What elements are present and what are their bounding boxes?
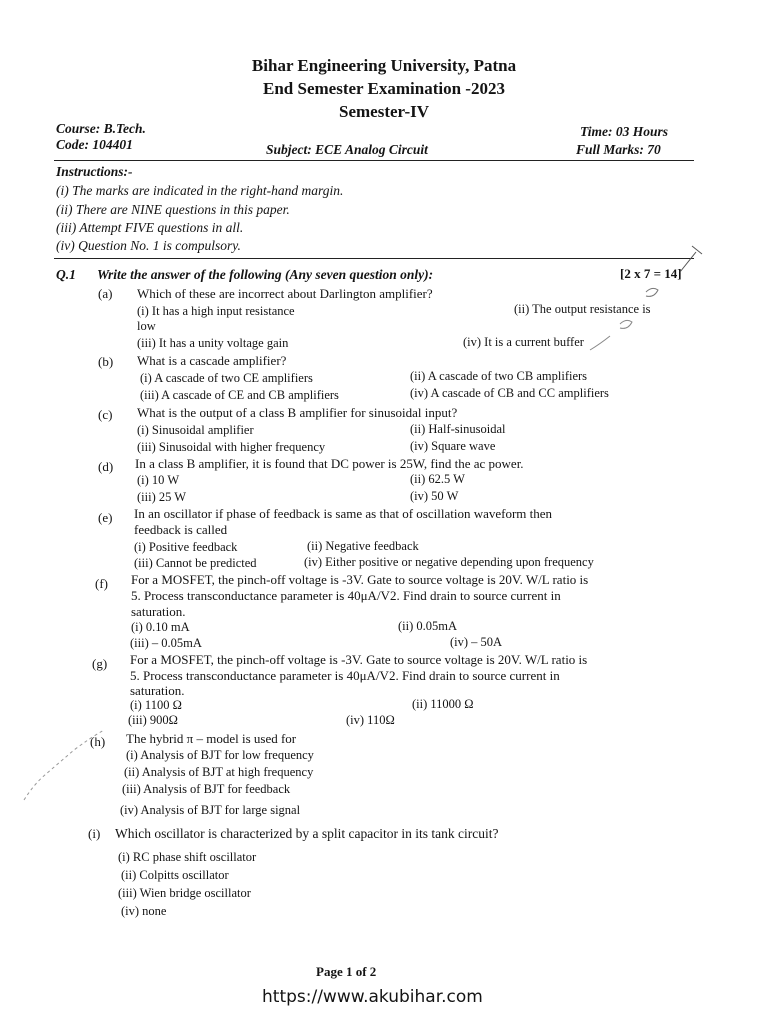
option: (i) It has a high input resistance — [137, 304, 295, 318]
subject-label: Subject: ECE Analog Circuit — [266, 142, 428, 157]
option: (iv) A cascade of CB and CC amplifiers — [410, 386, 609, 400]
option: (i) Sinusoidal amplifier — [137, 423, 254, 437]
instruction-item: (iv) Question No. 1 is compulsory. — [56, 238, 241, 253]
handwritten-annotation — [560, 232, 710, 362]
part-label: (g) — [92, 656, 108, 671]
option: (ii) Half-sinusoidal — [410, 422, 506, 436]
option: (i) Analysis of BJT for low frequency — [126, 748, 314, 762]
university-name: Bihar Engineering University, Patna — [251, 56, 517, 75]
part-question: Which of these are incorrect about Darlington amplifier? — [137, 286, 433, 301]
part-question: 5. Process transconductance parameter is 40μA/V2. Find drain to source current in — [130, 668, 560, 683]
part-question: For a MOSFET, the pinch-off voltage is -3V. Gate to source voltage is 20V. W/L ratio is — [131, 572, 589, 587]
exam-title: End Semester Examination -2023 — [263, 79, 505, 98]
option: (iii) Sinusoidal with higher frequency — [137, 440, 326, 454]
option: (iii) 25 W — [137, 490, 187, 504]
question-number: Q.1 — [56, 267, 76, 282]
question-marks: [2 x 7 = 14] — [620, 266, 682, 281]
option: (iii) 900Ω — [128, 713, 178, 727]
part-question: For a MOSFET, the pinch-off voltage is -3V. Gate to source voltage is 20V. W/L ratio is — [130, 652, 588, 667]
part-question: In a class B amplifier, it is found that DC power is 25W, find the ac power. — [135, 456, 524, 471]
handwritten-annotation — [20, 700, 140, 810]
option: (ii) Negative feedback — [307, 539, 419, 553]
option: (iv) Analysis of BJT for large signal — [120, 803, 301, 817]
part-question: What is the output of a class B amplifier for sinusoidal input? — [137, 405, 458, 420]
option: (iii) Wien bridge oscillator — [118, 886, 251, 900]
divider-top — [54, 160, 694, 161]
option: (ii) Analysis of BJT at high frequency — [124, 765, 314, 779]
course-label: Course: B.Tech. — [56, 121, 146, 136]
option: (ii) 0.05mA — [398, 619, 458, 633]
part-question: feedback is called — [134, 522, 228, 537]
part-label: (e) — [98, 510, 113, 525]
instruction-item: (iii) Attempt FIVE questions in all. — [56, 220, 244, 235]
option: (iii) It has a unity voltage gain — [137, 336, 289, 350]
part-question: What is a cascade amplifier? — [137, 353, 287, 368]
option: (ii) A cascade of two CB amplifiers — [410, 369, 588, 383]
option: (iv) 50 W — [410, 489, 459, 503]
part-label: (i) — [88, 826, 101, 841]
option: (i) 1100 Ω — [130, 698, 182, 712]
part-label: (b) — [98, 354, 114, 369]
option: (iv) Square wave — [410, 439, 496, 453]
part-label: (f) — [95, 576, 108, 591]
option: (i) A cascade of two CE amplifiers — [140, 371, 313, 385]
semester-title: Semester-IV — [339, 102, 429, 121]
page-number: Page 1 of 2 — [316, 964, 377, 979]
part-question: saturation. — [130, 683, 185, 698]
option: (iv) none — [121, 904, 167, 918]
option: (iv) 110Ω — [346, 713, 395, 727]
part-question: In an oscillator if phase of feedback is same as that of oscillation waveform then — [134, 506, 553, 521]
option: (ii) 11000 Ω — [412, 697, 474, 711]
instruction-item: (i) The marks are indicated in the right-hand margin. — [56, 183, 344, 198]
code-label: Code: 104401 — [56, 137, 133, 152]
option: (iii) A cascade of CE and CB amplifiers — [140, 388, 339, 402]
option: (ii) The output resistance is — [514, 302, 651, 316]
part-question: saturation. — [131, 604, 186, 619]
website-url[interactable]: https://www.akubihar.com — [262, 987, 483, 1007]
instruction-item: (ii) There are NINE questions in this paper. — [56, 202, 290, 217]
option: (iii) Analysis of BJT for feedback — [122, 782, 291, 796]
part-label: (c) — [98, 407, 113, 422]
question-text: Write the answer of the following (Any seven question only): — [97, 267, 434, 282]
part-label: (d) — [98, 459, 114, 474]
option: (ii) 62.5 W — [410, 472, 465, 486]
option: (iii) – 0.05mA — [130, 636, 202, 650]
option: (iv) It is a current buffer — [463, 335, 584, 349]
option: (i) RC phase shift oscillator — [118, 850, 257, 864]
part-question: Which oscillator is characterized by a split capacitor in its tank circuit? — [115, 826, 499, 841]
part-question: 5. Process transconductance parameter is 40μA/V2. Find drain to source current in — [131, 588, 561, 603]
option: (ii) Colpitts oscillator — [121, 868, 229, 882]
option: (i) 10 W — [137, 473, 180, 487]
part-question: The hybrid π – model is used for — [126, 731, 297, 746]
option: (iii) Cannot be predicted — [134, 556, 257, 570]
option: (iv) – 50A — [450, 635, 503, 649]
option: (i) Positive feedback — [134, 540, 238, 554]
part-label: (a) — [98, 286, 113, 301]
option: (iv) Either positive or negative depending upon frequency — [304, 555, 594, 569]
option: (i) 0.10 mA — [131, 620, 190, 634]
instructions-title: Instructions:- — [56, 164, 133, 179]
full-marks-label: Full Marks: 70 — [576, 142, 661, 157]
part-label: (h) — [90, 734, 106, 749]
time-label: Time: 03 Hours — [580, 124, 669, 139]
option: low — [137, 319, 156, 333]
